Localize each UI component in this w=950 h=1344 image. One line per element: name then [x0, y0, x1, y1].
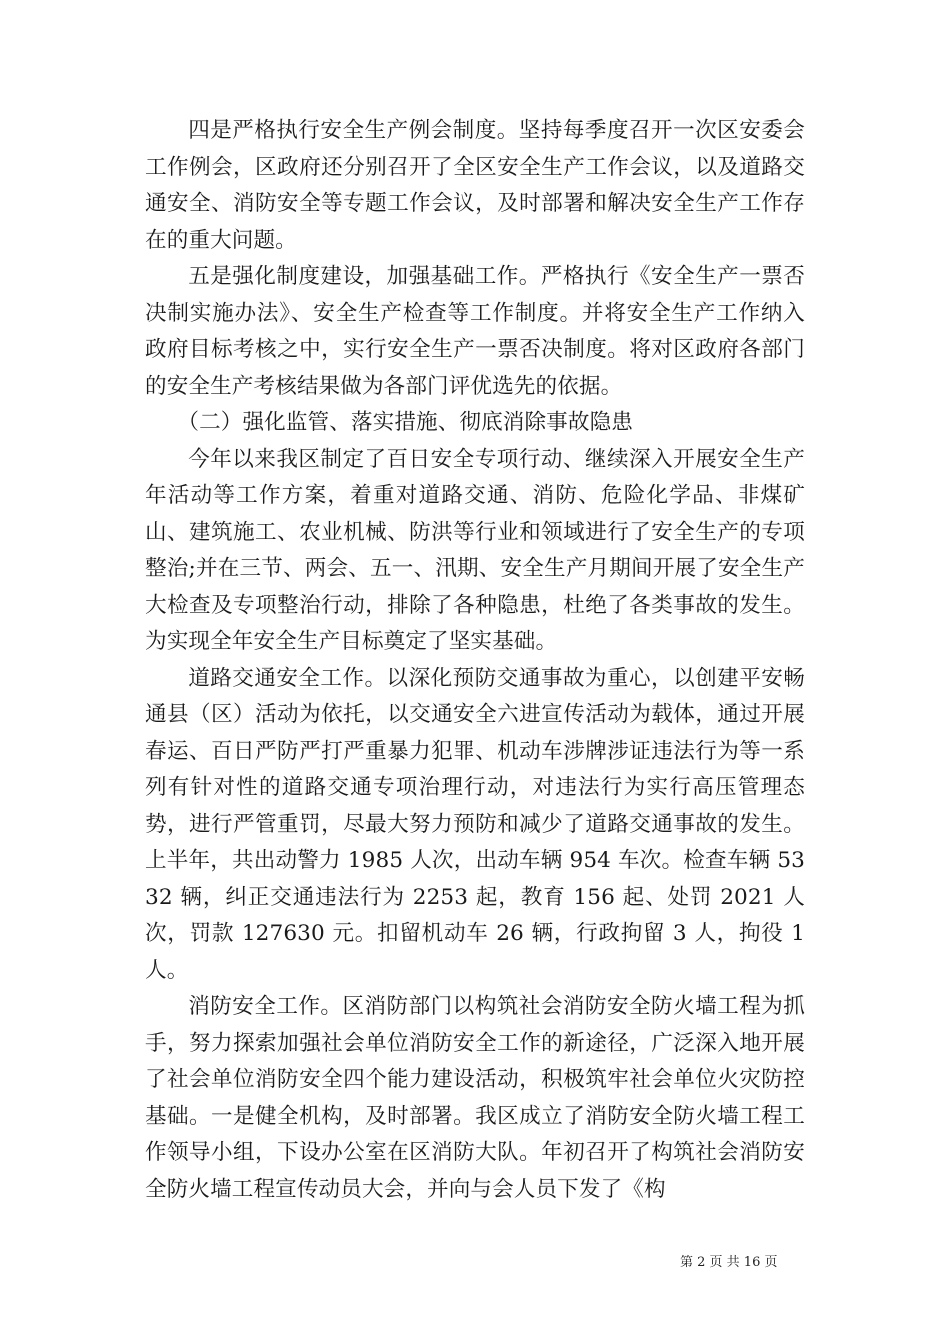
paragraph-system-building: 五是强化制度建设，加强基础工作。严格执行《安全生产一票否决制实施办法》、安全生产检查等工作制度。并将安全生产工作纳入政府目标考核之中，实行安全生产一票否决制度。将对区政府各部门的安全生产考核结果做为各部门评优选先的依据。	[145, 264, 805, 399]
paragraph-special-actions: 今年以来我区制定了百日安全专项行动、继续深入开展安全生产年活动等工作方案，着重对道路交通、消防、危险化学品、非煤矿山、建筑施工、农业机械、防洪等行业和领域进行了安全生产的专项整治;并在三节、两会、五一、汛期、安全生产月期间开展了安全生产大检查及专项整治行动，排除了各种隐患，杜绝了各类事故的发生。为实现全年安全生产目标奠定了坚实基础。	[145, 446, 805, 654]
document-body	[145, 113, 805, 1208]
paragraph-fire-safety: 消防安全工作。区消防部门以构筑社会消防安全防火墙工程为抓手，努力探索加强社会单位消防安全工作的新途径，广泛深入地开展了社会单位消防安全四个能力建设活动，积极筑牢社会单位火灾防控基础。一是健全机构，及时部署。我区成立了消防安全防火墙工程工作领导小组，下设办公室在区消防大队。年初召开了构筑社会消防安全防火墙工程宣传动员大会，并向与会人员下发了《构	[145, 994, 805, 1202]
section-heading-supervision: （二）强化监管、落实措施、彻底消除事故隐患	[177, 410, 633, 435]
page-number-footer: 第 2 页 共 16 页	[680, 1255, 778, 1270]
paragraph-road-traffic-safety: 道路交通安全工作。以深化预防交通事故为重心，以创建平安畅通县（区）活动为依托，以交通安全六进宣传活动为载体，通过开展春运、百日严防严打严重暴力犯罪、机动车涉牌涉证违法行为等一系列有针对性的道路交通专项治理行动，对违法行为实行高压管理态势，进行严管重罚，尽最大努力预防和减少了道路交通事故的发生。上半年，共出动警力 1985 人次，出动车辆 954 车次。检查车辆 5332 辆，纠正交通违法行为 2253 起，教育 156 起、处罚 2021 人次，罚款 127630 元。扣留机动车 26 辆，行政拘留 3 人，拘役 1 人。	[145, 665, 805, 983]
paragraph-regular-meeting: 四是严格执行安全生产例会制度。坚持每季度召开一次区安委会工作例会，区政府还分别召开了全区安全生产工作会议，以及道路交通安全、消防安全等专题工作会议，及时部署和解决安全生产工作存在的重大问题。	[145, 118, 805, 253]
